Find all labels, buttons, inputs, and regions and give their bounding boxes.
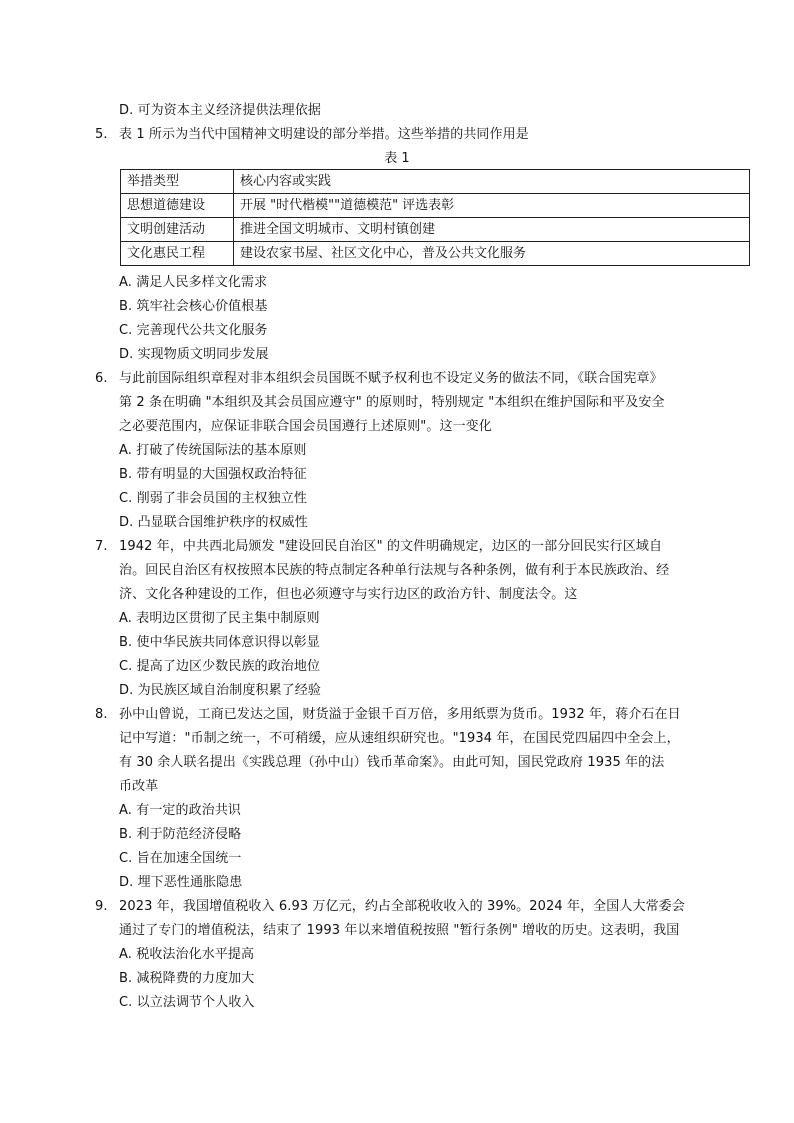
q6-option-b: B. 带有明显的大国强权政治特征 bbox=[119, 467, 307, 482]
q7-number: 7. bbox=[95, 539, 108, 554]
q8-stem-line: 有 30 余人联名提出《实践总理（孙中山）钱币革命案》。由此可知，国民党政府 1935 年的法 bbox=[119, 755, 665, 770]
table-header-row bbox=[121, 170, 750, 194]
q6-stem-line: 与此前国际组织章程对非本组织会员国既不赋予权利也不设定义务的做法不同，《联合国宪章》 bbox=[119, 371, 663, 386]
table-header-cell: 核心内容或实践 bbox=[234, 170, 750, 194]
q6-stem-line: 之必要范围内，应保证非联合国会员国遵行上述原则"。这一变化 bbox=[119, 419, 492, 434]
table-header-cell: 举措类型 bbox=[121, 170, 234, 194]
table-cell: 开展 "时代楷模""道德模范" 评选表彰 bbox=[234, 194, 750, 218]
q4-option-d: D. 可为资本主义经济提供法理依据 bbox=[119, 103, 321, 118]
q5-number: 5. bbox=[95, 127, 108, 142]
q8-stem-line: 孙中山曾说，工商已发达之国，财货溢于金银千百万倍，多用纸票为货币。1932 年，蒋介石在日 bbox=[119, 707, 681, 722]
q6-option-d: D. 凸显联合国维护秩序的权威性 bbox=[119, 515, 308, 530]
table-cell: 文明创建活动 bbox=[121, 218, 234, 242]
q6-option-c: C. 削弱了非会员国的主权独立性 bbox=[119, 491, 307, 506]
q5-option-a: A. 满足人民多样文化需求 bbox=[119, 275, 268, 290]
table-cell: 文化惠民工程 bbox=[121, 242, 234, 266]
q8-option-b: B. 利于防范经济侵略 bbox=[119, 827, 242, 842]
q7-option-a: A. 表明边区贯彻了民主集中制原则 bbox=[119, 611, 320, 626]
measures-table bbox=[120, 169, 750, 266]
table-row bbox=[121, 218, 750, 242]
q8-option-a: A. 有一定的政治共识 bbox=[119, 803, 242, 818]
q7-option-c: C. 提高了边区少数民族的政治地位 bbox=[119, 659, 321, 674]
q5-stem: 表 1 所示为当代中国精神文明建设的部分举措。这些举措的共同作用是 bbox=[119, 127, 529, 142]
q7-stem-line: 1942 年，中共西北局颁发 "建设回民自治区" 的文件明确规定，边区的一部分回民实行区域自 bbox=[119, 539, 663, 554]
q7-option-b: B. 使中华民族共同体意识得以彰显 bbox=[119, 635, 320, 650]
q9-option-c: C. 以立法调节个人收入 bbox=[119, 995, 255, 1010]
q8-option-c: C. 旨在加速全国统一 bbox=[119, 851, 242, 866]
q5-option-c: C. 完善现代公共文化服务 bbox=[119, 323, 268, 338]
table-row bbox=[121, 242, 750, 266]
table-row bbox=[121, 194, 750, 218]
q9-stem-line: 通过了专门的增值税法，结束了 1993 年以来增值税按照 "暂行条例" 增收的历史。这表明，我国 bbox=[119, 923, 680, 938]
q9-stem-line: 2023 年，我国增值税收入 6.93 万亿元，约占全部税收收入的 39%。2024 年，全国人大常委会 bbox=[119, 899, 685, 914]
q6-stem-line: 第 2 条在明确 "本组织及其会员国应遵守" 的原则时，特别规定 "本组织在维护国际和平及安全 bbox=[119, 395, 665, 410]
q7-option-d: D. 为民族区域自治制度积累了经验 bbox=[119, 683, 321, 698]
q8-option-d: D. 埋下恶性通胀隐患 bbox=[119, 875, 243, 890]
table-cell: 思想道德建设 bbox=[121, 194, 234, 218]
q7-stem-line: 济、文化各种建设的工作，但也必须遵守与实行边区的政治方针、制度法令。这 bbox=[119, 587, 578, 602]
q9-number: 9. bbox=[95, 899, 108, 914]
q9-option-a: A. 税收法治化水平提高 bbox=[119, 947, 255, 962]
q9-option-b: B. 减税降费的力度加大 bbox=[119, 971, 255, 986]
q5-option-b: B. 筑牢社会核心价值根基 bbox=[119, 299, 268, 314]
q6-number: 6. bbox=[95, 371, 108, 386]
table-caption: 表 1 bbox=[384, 151, 410, 166]
table-cell: 推进全国文明城市、文明村镇创建 bbox=[234, 218, 750, 242]
q5-option-d: D. 实现物质文明同步发展 bbox=[119, 347, 269, 362]
q8-stem-line: 记中写道："币制之统一，不可稍缓，应从速组织研究也。"1934 年，在国民党四届四中全会上， bbox=[119, 731, 680, 746]
table-cell: 建设农家书屋、社区文化中心，普及公共文化服务 bbox=[234, 242, 750, 266]
q7-stem-line: 治。回民自治区有权按照本民族的特点制定各种单行法规与各种条例，做有利于本民族政治、经 bbox=[119, 563, 670, 578]
q6-option-a: A. 打破了传统国际法的基本原则 bbox=[119, 443, 307, 458]
q8-number: 8. bbox=[95, 707, 108, 722]
q8-stem-line: 币改革 bbox=[119, 779, 159, 794]
